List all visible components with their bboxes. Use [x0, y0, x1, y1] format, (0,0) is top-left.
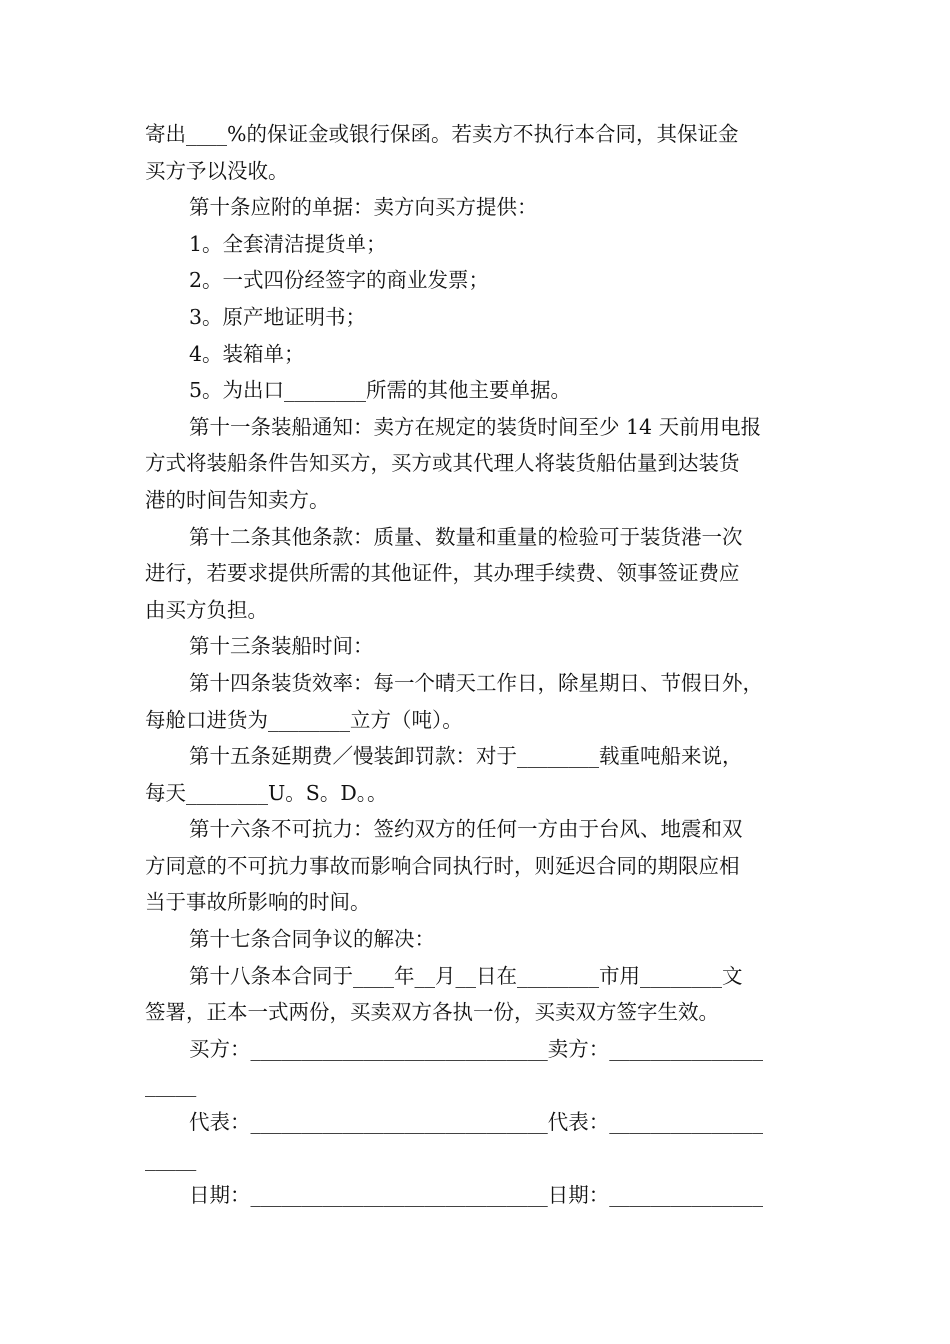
text-line: 每舱口进货为________立方（吨）。 — [145, 707, 463, 732]
text-line: 进行，若要求提供所需的其他证件，其办理手续费、领事签证费应 — [145, 561, 740, 586]
contract-text — [145, 116, 815, 1214]
text-line: 第十四条装货效率：每一个晴天工作日，除星期日、节假日外， — [189, 670, 763, 695]
text-line: _____ — [145, 1073, 197, 1098]
text-line: 港的时间告知卖方。 — [145, 487, 330, 512]
text-line: 1。全套清洁提货单； — [189, 231, 387, 256]
text-line: 第十八条本合同于____年__月__日在________市用________文 — [189, 963, 743, 988]
text-line: 4。装箱单； — [189, 341, 305, 366]
text-line: 寄出____%的保证金或银行保函。若卖方不执行本合同，其保证金 — [145, 122, 739, 146]
text-line: 方式将装船条件告知买方，买方或其代理人将装货船估量到达装货 — [145, 451, 740, 476]
text-line: 日期：_____________________________日期：_______________ — [189, 1183, 763, 1208]
text-line: 签署，正本一式两份，买卖双方各执一份，买卖双方签字生效。 — [145, 1000, 719, 1025]
text-line: 当于事故所影响的时间。 — [145, 890, 371, 915]
text-line: 由买方负担。 — [145, 597, 268, 622]
text-line: 每天________U。S。D。。 — [145, 780, 388, 805]
text-line: 第十三条装船时间： — [189, 634, 374, 659]
text-line: 代表：_____________________________代表：_______________ — [189, 1110, 763, 1135]
text-line: 第十六条不可抗力：签约双方的任何一方由于台风、地震和双 — [189, 817, 743, 842]
text-line: 第十条应附的单据：卖方向买方提供： — [189, 195, 538, 220]
text-line: 第十五条延期费／慢装卸罚款：对于________载重吨船来说， — [189, 744, 743, 769]
text-line: 方同意的不可抗力事故而影响合同执行时，则延迟合同的期限应相 — [145, 853, 740, 878]
text-line: _____ — [145, 1146, 197, 1171]
text-line: 第十二条其他条款：质量、数量和重量的检验可于装货港一次 — [189, 524, 743, 549]
text-line: 第十一条装船通知：卖方在规定的装货时间至少 14 天前用电报 — [189, 414, 762, 439]
text-line: 买方：_____________________________卖方：_______________ — [189, 1036, 763, 1061]
text-line: 第十七条合同争议的解决： — [189, 927, 435, 952]
text-line: 2。一式四份经签字的商业发票； — [189, 268, 490, 293]
text-line: 5。为出口________所需的其他主要单据。 — [189, 378, 572, 403]
text-line: 买方予以没收。 — [145, 158, 289, 183]
text-line: 3。原产地证明书； — [189, 304, 367, 329]
